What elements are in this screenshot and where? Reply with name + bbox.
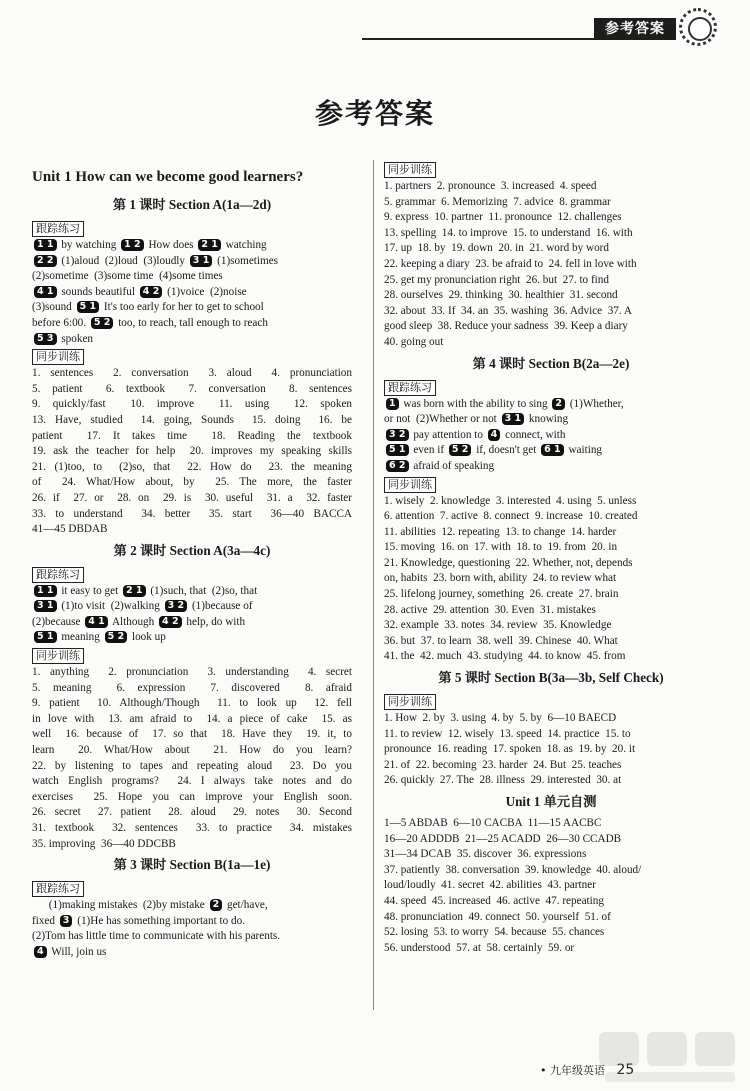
answer-text: on, habits 23. born with, ability 24. to review what bbox=[384, 572, 617, 585]
question-number-badge: 2 2 bbox=[34, 255, 57, 267]
header-label: 参考答案 bbox=[594, 18, 676, 40]
answer-text: by watching bbox=[58, 239, 120, 251]
question-number-badge: 3 1 bbox=[34, 600, 57, 612]
answer-line bbox=[32, 712, 352, 728]
answer-text: (1)such, that (2)so, that bbox=[147, 584, 258, 597]
answer-line bbox=[384, 894, 718, 910]
answer-line bbox=[384, 571, 718, 587]
answer-line bbox=[32, 681, 352, 697]
question-number-badge: 4 bbox=[488, 429, 501, 441]
answer-text: 22. by listening to tapes and repeating aloud 23. Do you bbox=[32, 759, 352, 772]
answer-line bbox=[384, 847, 718, 863]
answer-line bbox=[32, 774, 352, 790]
answer-text: or not (2)Whether or not bbox=[384, 413, 500, 426]
answer-text: patient 17. It takes time 18. Reading the textbook bbox=[32, 429, 352, 442]
answer-line bbox=[32, 837, 352, 853]
answer-text: 41. the 42. much 43. studying 44. to know 45. from bbox=[384, 650, 626, 663]
header-rule bbox=[362, 38, 594, 40]
answer-line bbox=[384, 241, 718, 257]
answer-line bbox=[384, 319, 718, 335]
answer-line bbox=[384, 773, 718, 789]
exercise-tag-row bbox=[384, 378, 718, 397]
exercise-tag: 同步训练 bbox=[384, 477, 436, 493]
question-number-badge: 4 2 bbox=[140, 286, 163, 298]
answer-text: (1)He has something important to do. bbox=[74, 914, 246, 927]
answer-line bbox=[32, 366, 352, 382]
question-number-badge: 4 1 bbox=[34, 286, 57, 298]
question-number-badge: 5 1 bbox=[34, 631, 57, 643]
answer-text: get/have, bbox=[224, 899, 268, 912]
question-number-badge: 6 1 bbox=[541, 444, 564, 456]
answer-line bbox=[384, 618, 718, 634]
answer-text: (1)because of bbox=[189, 600, 253, 613]
answer-text: 33. to understand 34. better 35. start 36—40 BACCA bbox=[32, 507, 352, 520]
question-number-badge: 5 2 bbox=[91, 317, 114, 329]
answer-text: even if bbox=[410, 444, 447, 457]
exercise-tag: 同步训练 bbox=[32, 648, 84, 664]
exercise-tag-row bbox=[32, 219, 352, 238]
answer-text: Will, join us bbox=[48, 945, 107, 958]
answer-text: 21. (1)too, to (2)so, that 22. How do 23. the meaning bbox=[32, 460, 352, 473]
page-title: 参考答案 bbox=[314, 97, 435, 130]
question-number-badge: 3 2 bbox=[165, 600, 188, 612]
answer-line bbox=[32, 599, 352, 615]
answer-text: (1)to visit (2)walking bbox=[58, 600, 163, 613]
answer-text: (1)voice (2)noise bbox=[164, 285, 247, 298]
answer-text: 31. textbook 32. sentences 33. to practice 34. mistakes bbox=[32, 822, 352, 834]
answer-line bbox=[384, 304, 718, 320]
answer-text: (1)aloud (2)loud (3)loudly bbox=[58, 254, 188, 267]
answer-text: connect, with bbox=[502, 428, 566, 441]
exercise-tag-row bbox=[32, 565, 352, 584]
answer-text: spoken bbox=[58, 332, 94, 345]
answer-text: (2)because bbox=[32, 615, 84, 628]
right-column bbox=[384, 160, 718, 956]
answer-line bbox=[32, 914, 352, 930]
answer-line bbox=[32, 929, 352, 945]
answer-text: 56. understood 57. at 58. certainly 59. or bbox=[384, 941, 575, 954]
answer-line bbox=[32, 254, 352, 270]
question-number-badge: 5 3 bbox=[34, 333, 57, 345]
answer-line bbox=[384, 226, 718, 242]
answer-text: knowing bbox=[526, 413, 569, 426]
answer-text: too, to reach, tall enough to reach bbox=[115, 316, 268, 329]
answer-line bbox=[384, 711, 718, 727]
answer-text: (2)sometime (3)some time (4)some times bbox=[32, 270, 223, 283]
section-heading: 第 1 课时 Section A(1a—2d) bbox=[112, 197, 272, 212]
answer-text: 32. example 33. notes 34. review 35. Knowledge bbox=[384, 619, 612, 632]
answer-line bbox=[32, 507, 352, 523]
answer-line bbox=[384, 556, 718, 572]
answer-line bbox=[384, 273, 718, 289]
question-number-badge: 2 bbox=[552, 398, 565, 410]
answer-text: 41—45 DBDAB bbox=[32, 523, 108, 536]
answer-text: 28. active 29. attention 30. Even 31. mistakes bbox=[384, 603, 596, 616]
answer-line bbox=[32, 945, 352, 961]
question-number-badge: 1 1 bbox=[34, 239, 57, 251]
exercise-tag: 跟踪练习 bbox=[384, 380, 436, 396]
answer-text: of 24. What/How about, by 25. The more, the faster bbox=[32, 476, 352, 489]
question-number-badge: 5 1 bbox=[386, 444, 409, 456]
question-number-badge: 2 bbox=[210, 899, 223, 911]
answer-line bbox=[32, 444, 352, 460]
answer-text: fixed bbox=[32, 914, 58, 927]
exercise-tag: 同步训练 bbox=[384, 694, 436, 710]
answer-text: pronounce 16. reading 17. spoken 18. as 19. by 20. it bbox=[384, 743, 636, 756]
answer-line bbox=[32, 285, 352, 301]
answer-line bbox=[384, 210, 718, 226]
question-number-badge: 3 1 bbox=[190, 255, 213, 267]
answer-line bbox=[384, 288, 718, 304]
answer-text: before 6:00. bbox=[32, 316, 89, 329]
answer-text: (1)making mistakes (2)by mistake bbox=[32, 899, 208, 912]
answer-text: good sleep 38. Reduce your sadness 39. Keep a diary bbox=[384, 320, 628, 333]
answer-line bbox=[384, 428, 718, 444]
exercise-tag: 跟踪练习 bbox=[32, 567, 84, 583]
answer-text: 37. patiently 38. conversation 39. knowledge 40. aloud/ bbox=[384, 863, 642, 876]
page-number: 25 bbox=[616, 1062, 635, 1078]
answer-line bbox=[32, 429, 352, 445]
answer-text: 13. Have, studied 14. going, Sounds 15. doing 16. be bbox=[32, 413, 352, 426]
answer-line bbox=[384, 397, 718, 413]
answer-text: loud/loudly 41. secret 42. abilities 43. partner bbox=[384, 879, 596, 892]
answer-text: 11. to review 12. wisely 13. speed 14. practice 15. to bbox=[384, 727, 631, 740]
header-badge-icon bbox=[679, 8, 717, 46]
answer-text: 25. get my pronunciation right 26. but 27. to find bbox=[384, 273, 609, 286]
footer-subject: • 九年级英语 bbox=[540, 1064, 605, 1077]
answer-text: exercises 25. Hope you can improve your English soon. bbox=[32, 790, 352, 803]
answer-line bbox=[384, 335, 718, 351]
answer-line bbox=[384, 649, 718, 665]
answer-line bbox=[384, 863, 718, 879]
watermark-logo-icon bbox=[595, 1026, 745, 1088]
question-number-badge: 3 bbox=[60, 915, 73, 927]
answer-line bbox=[384, 727, 718, 743]
answer-text: watching bbox=[222, 239, 267, 251]
answer-line bbox=[32, 522, 352, 538]
answer-line bbox=[384, 816, 718, 832]
answer-text: Although bbox=[109, 615, 158, 628]
answer-line bbox=[384, 634, 718, 650]
answer-text: 35. improving 36—40 DDCBB bbox=[32, 837, 176, 850]
question-number-badge: 3 1 bbox=[502, 413, 525, 425]
answer-line bbox=[32, 491, 352, 507]
answer-text: was born with the ability to sing bbox=[400, 397, 551, 410]
answer-text: It's too early for her to get to school bbox=[101, 301, 264, 314]
section-heading: 第 2 课时 Section A(3a—4c) bbox=[113, 542, 271, 558]
answer-text: 26. secret 27. patient 28. aloud 29. notes 30. Second bbox=[32, 806, 352, 819]
answer-text: 1. partners 2. pronounce 3. increased 4. speed bbox=[384, 180, 597, 192]
answer-text: 28. ourselves 29. thinking 30. healthier 31. second bbox=[384, 289, 618, 302]
question-number-badge: 4 2 bbox=[159, 616, 182, 628]
answer-text: 9. express 10. partner 11. pronounce 12. challenges bbox=[384, 211, 622, 224]
answer-line bbox=[32, 584, 352, 600]
answer-line bbox=[384, 603, 718, 619]
question-number-badge: 2 1 bbox=[123, 585, 146, 597]
answer-text: 1. sentences 2. conversation 3. aloud 4. pronunciation bbox=[32, 367, 352, 380]
answer-text: it easy to get bbox=[58, 584, 121, 597]
exercise-tag-row bbox=[32, 646, 352, 665]
answer-text: (3)sound bbox=[32, 301, 75, 314]
answer-line bbox=[32, 898, 352, 914]
answer-text: 15. moving 16. on 17. with 18. to 19. from 20. in bbox=[384, 541, 618, 554]
exercise-tag-row bbox=[384, 475, 718, 494]
question-number-badge: 5 2 bbox=[449, 444, 472, 456]
answer-line bbox=[384, 443, 718, 459]
answer-line bbox=[32, 743, 352, 759]
answer-text: 21. of 22. becoming 23. harder 24. But 25. teaches bbox=[384, 758, 622, 771]
exercise-tag: 同步训练 bbox=[384, 162, 436, 178]
answer-text: meaning bbox=[58, 631, 103, 644]
answer-line bbox=[384, 878, 718, 894]
answer-line bbox=[384, 742, 718, 758]
answer-line bbox=[32, 615, 352, 631]
answer-text: 52. losing 53. to worry 54. because 55. chances bbox=[384, 926, 605, 939]
answer-text: How does bbox=[145, 239, 197, 251]
answer-text: if, doesn't get bbox=[473, 444, 540, 457]
answer-text: 5. patient 6. textbook 7. conversation 8. sentences bbox=[32, 382, 352, 395]
answer-text: in love with 13. am afraid to 14. a piece of cake 15. as bbox=[32, 712, 352, 725]
answer-line bbox=[384, 412, 718, 428]
answer-line bbox=[32, 821, 352, 837]
question-number-badge: 2 1 bbox=[198, 239, 221, 251]
answer-text: 21. Knowledge, questioning 22. Whether, not, depends bbox=[384, 556, 633, 569]
answer-line bbox=[32, 332, 352, 348]
question-number-badge: 1 1 bbox=[34, 585, 57, 597]
answer-line bbox=[32, 630, 352, 646]
answer-text: help, do with bbox=[183, 615, 246, 628]
exercise-tag-row bbox=[384, 692, 718, 711]
question-number-badge: 3 2 bbox=[386, 429, 409, 441]
answer-text: 16—20 ADDDB 21—25 ACADD 26—30 CCADB bbox=[384, 832, 622, 845]
answer-line bbox=[32, 269, 352, 285]
answer-line bbox=[384, 910, 718, 926]
answer-text: 26. quickly 27. The 28. illness 29. interested 30. at bbox=[384, 774, 622, 787]
question-number-badge: 6 2 bbox=[386, 460, 409, 472]
answer-line bbox=[384, 758, 718, 774]
answer-line bbox=[384, 195, 718, 211]
answer-line bbox=[32, 665, 352, 681]
answer-line bbox=[32, 300, 352, 316]
answer-line bbox=[32, 413, 352, 429]
question-number-badge: 5 1 bbox=[77, 301, 100, 313]
answer-text: 25. lifelong journey, something 26. create 27. brain bbox=[384, 588, 619, 601]
section-heading: 第 3 课时 Section B(1a—1e) bbox=[113, 857, 271, 873]
answer-text: (1)sometimes bbox=[214, 254, 279, 267]
section-heading: Unit 1 单元自测 bbox=[505, 794, 597, 809]
answer-text: look up bbox=[129, 631, 166, 644]
column-divider bbox=[373, 160, 374, 1010]
answer-line bbox=[384, 525, 718, 541]
answer-text: watch English programs? 24. I always take notes and do bbox=[32, 775, 352, 788]
answer-line bbox=[32, 475, 352, 491]
answer-text: 22. keeping a diary 23. be afraid to 24. fell in love with bbox=[384, 257, 637, 270]
question-number-badge: 4 bbox=[34, 946, 47, 958]
answer-line bbox=[32, 382, 352, 398]
exercise-tag-row bbox=[32, 879, 352, 898]
question-number-badge: 1 bbox=[386, 398, 399, 410]
question-number-badge: 1 2 bbox=[121, 239, 144, 251]
answer-line bbox=[32, 696, 352, 712]
answer-line bbox=[32, 790, 352, 806]
answer-text: 1. How 2. by 3. using 4. by 5. by 6—10 BAECD bbox=[384, 712, 617, 725]
answer-text: 11. abilities 12. repeating 13. to change 14. harder bbox=[384, 525, 617, 538]
answer-text: 13. spelling 14. to improve 15. to understand 16. with bbox=[384, 226, 633, 239]
answer-text: well 16. because of 17. so that 18. Have they 19. it, to bbox=[32, 728, 352, 741]
answer-text: 1. anything 2. pronunciation 3. understanding 4. secret bbox=[32, 666, 352, 679]
answer-text: 17. up 18. by 19. down 20. in 21. word by word bbox=[384, 242, 609, 255]
answer-text: 32. about 33. If 34. an 35. washing 36. Advice 37. A bbox=[384, 304, 632, 317]
answer-line bbox=[384, 494, 718, 510]
answer-line bbox=[32, 727, 352, 743]
unit-heading: Unit 1 How can we become good learners? bbox=[32, 169, 304, 185]
answer-line bbox=[384, 540, 718, 556]
exercise-tag-row bbox=[384, 160, 718, 179]
exercise-tag: 跟踪练习 bbox=[32, 881, 84, 897]
answer-line bbox=[384, 925, 718, 941]
answer-line bbox=[32, 397, 352, 413]
answer-text: 9. patient 10. Although/Though 11. to look up 12. fell bbox=[32, 697, 352, 710]
answer-text: 1—5 ABDAB 6—10 CACBA 11—15 AACBC bbox=[384, 817, 602, 829]
question-number-badge: 5 2 bbox=[105, 631, 128, 643]
answer-line bbox=[384, 941, 718, 957]
exercise-tag: 跟踪练习 bbox=[32, 221, 84, 237]
answer-line bbox=[384, 179, 718, 195]
answer-text: waiting bbox=[565, 444, 603, 457]
answer-text: pay attention to bbox=[410, 428, 486, 441]
answer-text: 44. speed 45. increased 46. active 47. repeating bbox=[384, 894, 604, 907]
answer-line bbox=[384, 832, 718, 848]
answer-text: 1. wisely 2. knowledge 3. interested 4. using 5. unless bbox=[384, 494, 637, 507]
answer-line bbox=[32, 460, 352, 476]
section-heading: 第 5 课时 Section B(3a—3b, Self Check) bbox=[438, 670, 664, 686]
answer-line bbox=[384, 459, 718, 475]
exercise-tag-row bbox=[32, 347, 352, 366]
section-heading: 第 4 课时 Section B(2a—2e) bbox=[472, 355, 630, 371]
answer-text: 36. but 37. to learn 38. well 39. Chinese 40. What bbox=[384, 634, 618, 647]
answer-line bbox=[384, 257, 718, 273]
answer-text: 6. attention 7. active 8. connect 9. increase 10. created bbox=[384, 510, 638, 523]
answer-text: learn 20. What/How about 21. How do you learn? bbox=[32, 744, 352, 757]
answer-text: afraid of speaking bbox=[410, 459, 495, 472]
question-number-badge: 4 1 bbox=[85, 616, 108, 628]
answer-text: 5. grammar 6. Memorizing 7. advice 8. grammar bbox=[384, 195, 611, 208]
left-column bbox=[32, 165, 352, 961]
answer-text: 40. going out bbox=[384, 335, 444, 348]
answer-line bbox=[32, 759, 352, 775]
answer-line bbox=[32, 316, 352, 332]
answer-text: 19. ask the teacher for help 20. improves my speaking skills bbox=[32, 445, 352, 458]
answer-text: 48. pronunciation 49. connect 50. yourself 51. of bbox=[384, 910, 611, 923]
answer-text: (2)Tom has little time to communicate with his parents. bbox=[32, 930, 281, 943]
answer-text: 5. meaning 6. expression 7. discovered 8. afraid bbox=[32, 681, 352, 694]
answer-line bbox=[32, 238, 352, 254]
answer-text: 26. if 27. or 28. on 29. is 30. useful 31. a 32. faster bbox=[32, 491, 352, 504]
answer-text: (1)Whether, bbox=[567, 397, 624, 410]
answer-text: 9. quickly/fast 10. improve 11. using 12. spoken bbox=[32, 398, 352, 411]
answer-line bbox=[384, 587, 718, 603]
answer-line bbox=[384, 509, 718, 525]
answer-text: 31—34 DCAB 35. discover 36. expressions bbox=[384, 848, 587, 861]
answer-text: sounds beautiful bbox=[58, 285, 138, 298]
answer-line bbox=[32, 805, 352, 821]
exercise-tag: 同步训练 bbox=[32, 349, 84, 365]
